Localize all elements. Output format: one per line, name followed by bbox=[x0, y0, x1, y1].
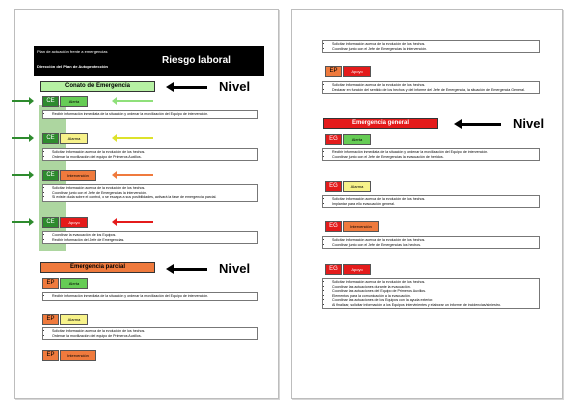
bullet-box bbox=[322, 278, 540, 309]
nivel-label: Nivel bbox=[219, 79, 251, 94]
bullet: • Ordenar la movilización del equipo de Primeros Auxilios. bbox=[52, 334, 254, 339]
page-header bbox=[34, 46, 264, 76]
left-page bbox=[14, 9, 279, 399]
code-eg: EG bbox=[325, 181, 342, 192]
header-title: Riesgo laboral bbox=[162, 55, 231, 66]
tag-alerta: Alerta bbox=[60, 96, 88, 107]
bullet: • Coordinar las actuaciones de los Equipos con la ayuda exterior. bbox=[332, 298, 536, 303]
bullet-box bbox=[42, 184, 258, 202]
tag-alerta: Alerta bbox=[60, 278, 88, 289]
tag-intervencion: Intervención bbox=[343, 221, 379, 232]
bullet: • Coordinar junto con el Jefe de Emergencias la intervención. bbox=[52, 191, 254, 196]
nivel-arrow-icon bbox=[461, 123, 501, 126]
nivel-label: Nivel bbox=[513, 116, 545, 131]
bullet: • Elementos para la comunicación a la evacuación. bbox=[332, 294, 536, 299]
bullet: • Declarar en función del sentido de los hechos y del informe del Jefe de Emergencia, la situación de Emergencia General. bbox=[332, 88, 536, 93]
bullet: • Recibir información inmediata de la situación y ordenar la movilización del Equipo de intervención. bbox=[52, 294, 254, 299]
code-ce: CE bbox=[42, 170, 59, 181]
tag-alerta: Alerta bbox=[343, 134, 371, 145]
nivel-arrow-icon bbox=[173, 86, 207, 89]
bullet: • Solicitar información acerca de la evolución de los hechos. bbox=[52, 186, 254, 191]
code-ep: EP bbox=[42, 278, 59, 289]
tag-apoyo: Apoyo bbox=[343, 66, 371, 77]
yellow-arrow-icon bbox=[117, 137, 153, 139]
code-ce: CE bbox=[42, 217, 59, 228]
bullet-box bbox=[42, 292, 258, 301]
bullet-box bbox=[42, 327, 258, 340]
tag-alarma: Alarma bbox=[343, 181, 371, 192]
code-ep: EP bbox=[42, 314, 59, 325]
bullet: • Solicitar información acerca de la evolución de los hechos. bbox=[332, 42, 536, 47]
green-arrow-icon bbox=[117, 100, 153, 102]
tag-intervencion: Intervención bbox=[60, 350, 96, 361]
bullet: • Coordinar las actuaciones del Equipo de Primeros Auxilios. bbox=[332, 289, 536, 294]
bullet-box bbox=[322, 40, 540, 53]
bullet: • Solicitar información acerca de la evolución de los hechos. bbox=[52, 329, 254, 334]
orange-arrow-icon bbox=[117, 174, 153, 176]
code-eg: EG bbox=[325, 134, 342, 145]
bullet-box bbox=[322, 148, 540, 161]
bullet: • Ordenar la movilización del equipo de Primeros Auxilios. bbox=[52, 155, 254, 160]
tag-alarma: Alarma bbox=[60, 314, 88, 325]
code-eg: EG bbox=[325, 221, 342, 232]
bullet-box bbox=[42, 148, 258, 161]
bullet: • Recibir información inmediata de la situación y ordenar la movilización del Equipo de intervención. bbox=[332, 150, 536, 155]
bullet-box bbox=[322, 195, 540, 208]
bullet: • Al finalizar, solicitar información a los Equipos intervinientes y elaborar un informe de incidencias/siniestro. bbox=[332, 303, 536, 308]
tag-apoyo: Apoyo bbox=[343, 264, 371, 275]
red-arrow-icon bbox=[117, 221, 153, 223]
bullet: • Solicitar información acerca de la evolución de los hechos. bbox=[332, 280, 536, 285]
bullet: • Si existe duda sobre el control, o se escapa a sus posibilidades, activará la fase de emergencia parcial. bbox=[52, 195, 254, 200]
bullet: • Solicitar información acerca de la evolución de los hechos. bbox=[52, 150, 254, 155]
bullet: • Implantar para ello evacuación general. bbox=[332, 202, 536, 207]
bullet: • Recibir información inmediata de la situación y ordenar la movilización del Equipo de intervención. bbox=[52, 112, 254, 117]
conato-title: Conato de Emergencia bbox=[40, 81, 155, 92]
code-ep: EP bbox=[325, 66, 342, 77]
tag-apoyo: Apoyo bbox=[60, 217, 88, 228]
tag-intervencion: Intervención bbox=[60, 170, 96, 181]
header-line2: Dirección del Plan de Autoprotección bbox=[37, 64, 108, 69]
bullet: • Solicitar información acerca de la evolución de los hechos. bbox=[332, 197, 536, 202]
green-arrow-icon bbox=[12, 221, 30, 223]
nivel-label: Nivel bbox=[219, 261, 251, 276]
general-title: Emergencia general bbox=[323, 118, 438, 129]
bullet: • Coordinar la evacuación de los Equipos. bbox=[52, 233, 254, 238]
bullet-box bbox=[42, 231, 258, 244]
header-line1: Plan de actuación frente a emergencias bbox=[37, 49, 108, 54]
bullet: • Coordinar las actuaciones durante la evacuación. bbox=[332, 285, 536, 290]
bullet: • Recibir información del Jefe de Emergencias. bbox=[52, 238, 254, 243]
bullet: • Coordinar junto con el Jefe de Emergencias los hechos. bbox=[332, 243, 536, 248]
bullet: • Solicitar información acerca de la evolución de los hechos. bbox=[332, 83, 536, 88]
right-page bbox=[291, 9, 563, 399]
bullet: • Coordinar junto con el Jefe de Emergencias la intervención. bbox=[332, 47, 536, 52]
code-ce: CE bbox=[42, 133, 59, 144]
bullet-box bbox=[322, 236, 540, 249]
bullet-box bbox=[322, 81, 540, 94]
tag-alarma: Alarma bbox=[60, 133, 88, 144]
green-arrow-icon bbox=[12, 100, 30, 102]
parcial-title: Emergencia parcial bbox=[40, 262, 155, 273]
code-eg: EG bbox=[325, 264, 342, 275]
green-arrow-icon bbox=[12, 137, 30, 139]
code-ce: CE bbox=[42, 96, 59, 107]
nivel-arrow-icon bbox=[173, 268, 207, 271]
bullet: • Coordinar junto con el Jefe de Emergencias la evacuación de heridos. bbox=[332, 155, 536, 160]
bullet-box bbox=[42, 110, 258, 119]
green-arrow-icon bbox=[12, 174, 30, 176]
code-ep: EP bbox=[42, 350, 59, 361]
bullet: • Solicitar información acerca de la evolución de los hechos. bbox=[332, 238, 536, 243]
